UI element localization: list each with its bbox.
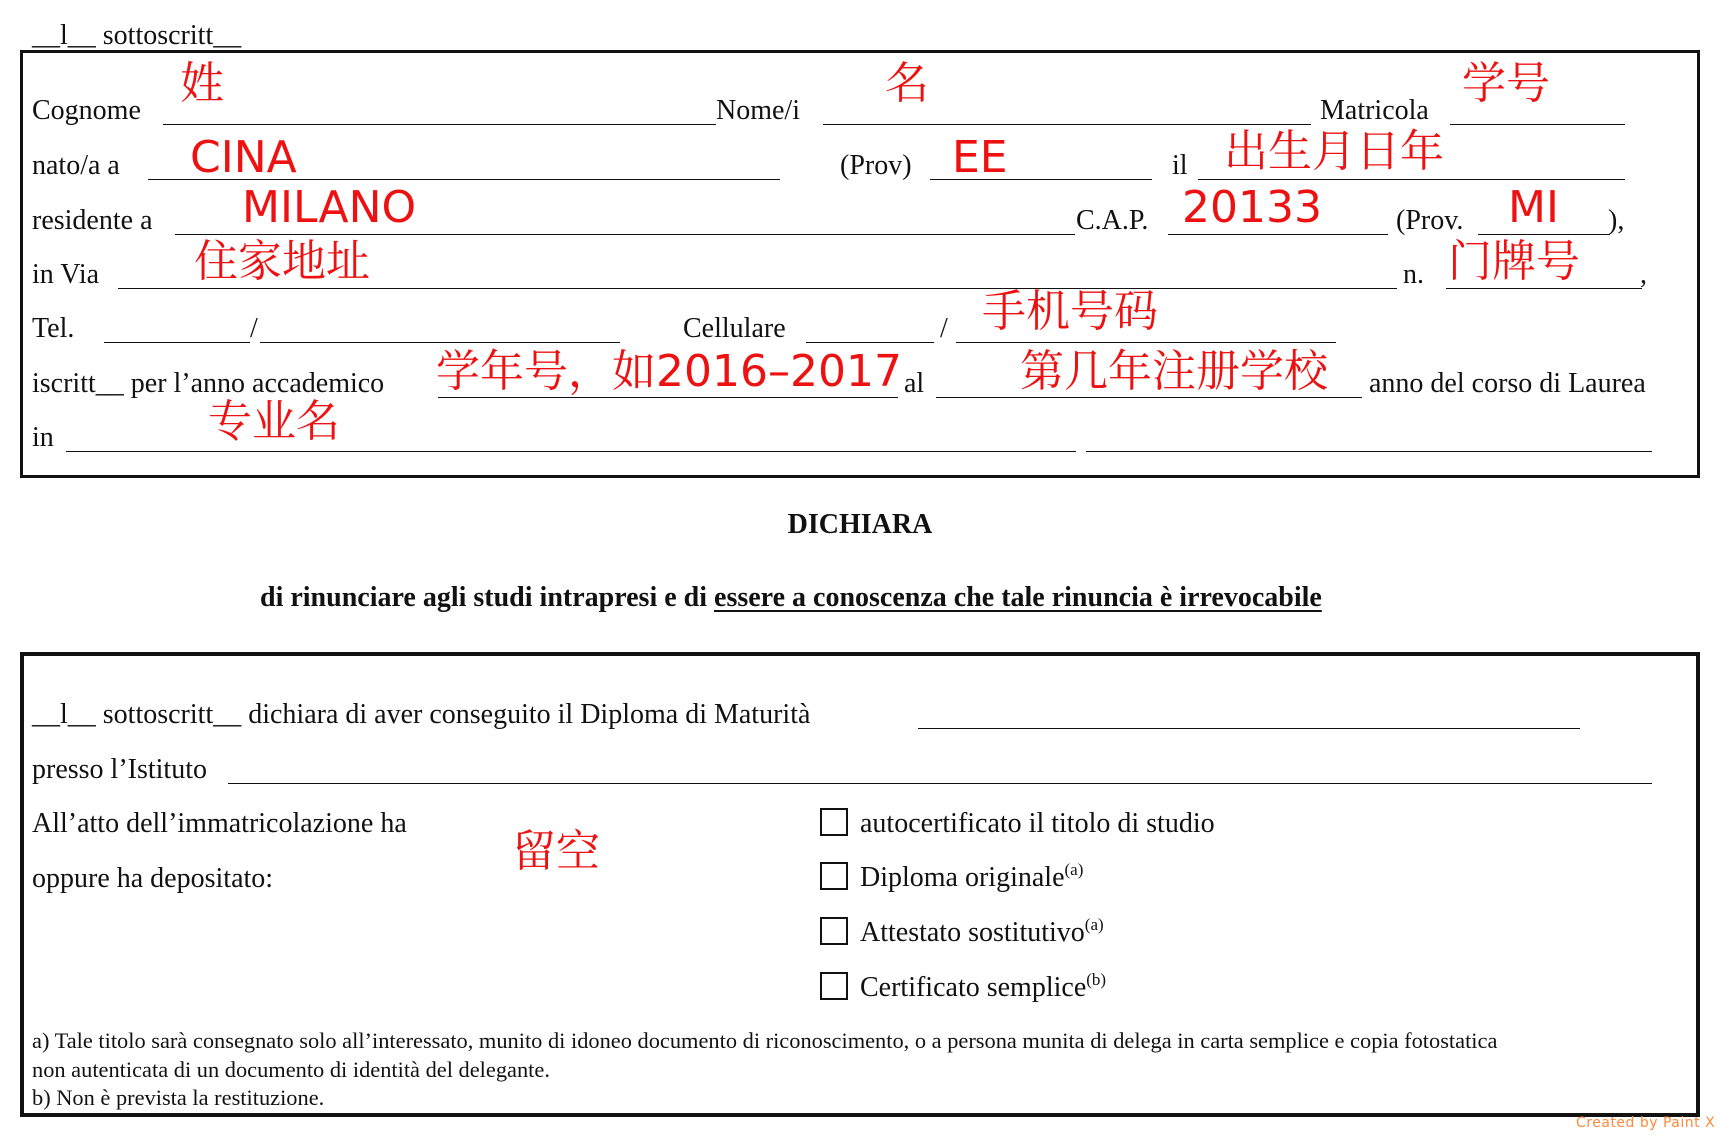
tel-label: Tel. — [32, 313, 75, 344]
cap-label: C.A.P. — [1076, 205, 1149, 236]
annotation-major: 专业名 — [208, 396, 340, 447]
presso-label: presso l’Istituto — [32, 754, 207, 785]
nome-field[interactable] — [823, 124, 1311, 125]
residente-label: residente a — [32, 205, 153, 236]
anno-corso-label: anno del corso di Laurea — [1369, 368, 1646, 399]
degree-field-2[interactable] — [1086, 451, 1652, 452]
prov2-open-label: (Prov. — [1396, 205, 1464, 236]
annotation-birthdate: 出生月日年 — [1224, 126, 1444, 177]
annotation-leave-blank: 留空 — [512, 826, 600, 877]
cap-field[interactable] — [1168, 234, 1388, 235]
tel-slash: / — [250, 313, 258, 344]
declaration-line — [260, 584, 1322, 612]
prov2-close-label: ), — [1608, 205, 1625, 236]
annotation-enrollment-year: 第几年注册学校 — [1020, 346, 1328, 397]
cell-prefix-field[interactable] — [806, 342, 934, 343]
annotation-address: 住家地址 — [194, 236, 370, 287]
via-label: in Via — [32, 259, 100, 290]
footnote-a-line1: a) Tale titolo sarà consegnato solo all’interessato, munito di idoneo documento di riconoscimento, o a persona munita di delega in carta semplice e copia fotostatica — [32, 1028, 1498, 1053]
via-field[interactable] — [118, 288, 1397, 289]
annotation-cap: 20133 — [1182, 182, 1322, 233]
tel-prefix-field[interactable] — [104, 342, 250, 343]
option-diploma-originale-note: (a) — [1064, 860, 1084, 879]
top-sottoscritto-label: __l__ sottoscritt__ — [32, 20, 242, 51]
course-year-field[interactable] — [936, 397, 1362, 398]
n-label: n. — [1403, 259, 1424, 290]
atto-label-2: oppure ha depositato: — [32, 863, 274, 894]
annotation-surname: 姓 — [180, 58, 224, 109]
nato-label: nato/a a — [32, 150, 120, 181]
diploma-line: __l__ sottoscritt__ dichiara di aver conseguito il Diploma di Maturità — [32, 699, 811, 730]
residente-field[interactable] — [175, 234, 1075, 235]
checkbox-attestato[interactable] — [820, 917, 848, 945]
paint-x-watermark: Created by Paint X — [1576, 1115, 1716, 1131]
option-diploma-originale-label: Diploma originale — [860, 862, 1065, 893]
annotation-given-name: 名 — [885, 58, 929, 109]
iscritto-label: iscritt__ per l’anno accademico — [32, 368, 385, 399]
option-attestato — [860, 915, 1104, 948]
cell-slash: / — [940, 313, 948, 344]
option-diploma-originale — [860, 860, 1084, 893]
degree-field-1[interactable] — [66, 451, 1076, 452]
cellulare-label: Cellulare — [683, 313, 786, 344]
checkbox-diploma-originale[interactable] — [820, 862, 848, 890]
cognome-label: Cognome — [32, 95, 141, 126]
annotation-prov: EE — [952, 132, 1008, 183]
nome-label: Nome/i — [716, 95, 800, 126]
istituto-field[interactable] — [228, 783, 1652, 784]
annotation-academic-year: 学年号，如2016–2017 — [436, 346, 902, 397]
footnote-b: b) Non è prevista la restituzione. — [32, 1085, 325, 1110]
declaration-underlined: essere a conoscenza che tale rinuncia è irrevocabile — [714, 582, 1322, 613]
annotation-birthplace: CINA — [190, 132, 297, 183]
diploma-field[interactable] — [918, 728, 1580, 729]
option-attestato-note: (a) — [1084, 915, 1104, 934]
matricola-field[interactable] — [1450, 124, 1625, 125]
declaration-plain: di rinunciare agli studi intrapresi e di — [260, 582, 708, 613]
annotation-mobile: 手机号码 — [982, 286, 1158, 337]
cell-number-field[interactable] — [956, 342, 1336, 343]
checkbox-certificato[interactable] — [820, 972, 848, 1000]
prov2-field[interactable] — [1478, 234, 1610, 235]
house-number-field[interactable] — [1446, 288, 1642, 289]
option-attestato-label: Attestato sostitutivo — [860, 917, 1085, 948]
in-label: in — [32, 422, 54, 453]
matricola-label: Matricola — [1320, 95, 1429, 126]
option-certificato-note: (b) — [1086, 970, 1107, 989]
annotation-prov-value: MI — [1508, 182, 1559, 233]
footnote-a-line2: non autenticata di un documento di identità del delegante. — [32, 1057, 550, 1082]
dichiara-title: DICHIARA — [787, 509, 933, 540]
academic-year-field[interactable] — [438, 397, 898, 398]
annotation-student-id: 学号 — [1462, 58, 1550, 109]
birthdate-field[interactable] — [1198, 179, 1625, 180]
tel-number-field[interactable] — [260, 342, 620, 343]
atto-label-1: All’atto dell’immatricolazione ha — [32, 808, 407, 839]
annotation-city: MILANO — [242, 182, 417, 233]
annotation-house-number: 门牌号 — [1448, 236, 1580, 287]
il-label: il — [1172, 150, 1188, 181]
prov-label: (Prov) — [840, 150, 912, 181]
al-label: al — [904, 368, 925, 399]
option-autocertificato-label: autocertificato il titolo di studio — [860, 808, 1215, 839]
checkbox-autocertificato[interactable] — [820, 808, 848, 836]
via-comma: , — [1640, 259, 1647, 290]
option-certificato-label: Certificato semplice — [860, 972, 1087, 1003]
option-certificato — [860, 970, 1107, 1003]
cognome-field[interactable] — [163, 124, 716, 125]
